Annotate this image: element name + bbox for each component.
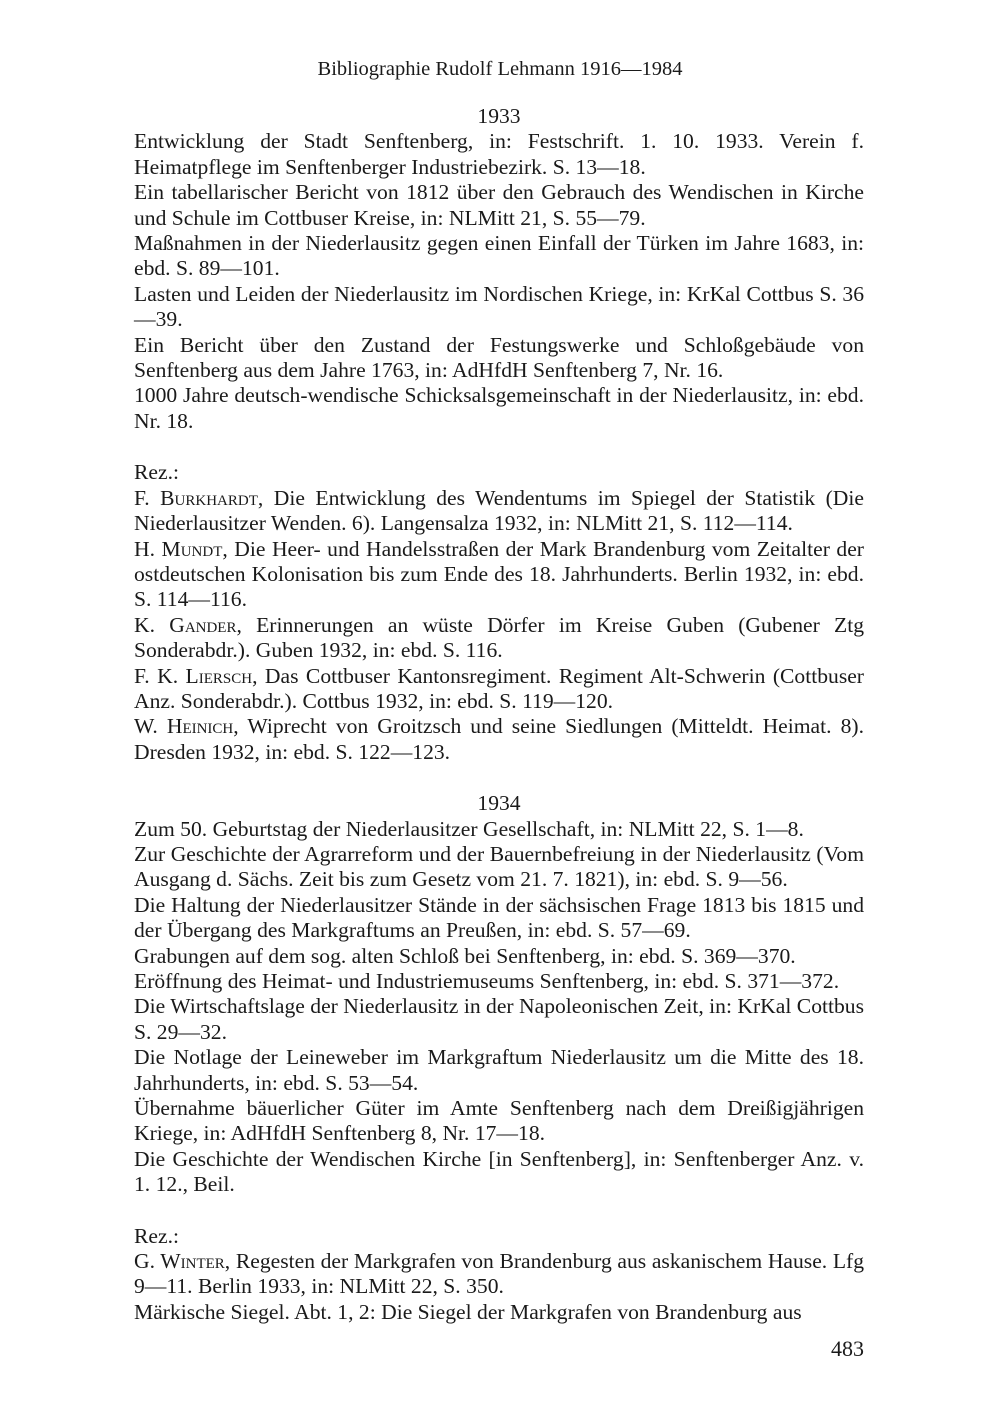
bibliography-entry: Eröffnung des Heimat- und Industriemuseums Senftenberg, in: ebd. S. 371—372. bbox=[134, 969, 840, 993]
review-text: Märkische Siegel. Abt. 1, 2: Die Siegel der Markgrafen von Brandenburg aus bbox=[134, 1299, 802, 1324]
bibliography-entry: Zum 50. Geburtstag der Niederlausitzer Gesellschaft, in: NLMitt 22, S. 1—8. bbox=[134, 816, 804, 841]
review-entry bbox=[134, 714, 864, 765]
reviews-label: Rez.: bbox=[134, 460, 179, 485]
review-author: K. Gander bbox=[134, 612, 237, 637]
running-header: Bibliographie Rudolf Lehmann 1916—1984 bbox=[317, 58, 683, 80]
review-entry bbox=[134, 486, 864, 537]
review-entry bbox=[134, 1249, 864, 1300]
year-heading: 1934 bbox=[477, 791, 521, 816]
review-text: , Wiprecht von Groitzsch und seine Siedlungen (Mitteldt. Heimat. 8). Dresden 1932, in: ebd. S. 122—123. bbox=[134, 714, 864, 764]
bibliography-entry: Lasten und Leiden der Niederlausitz im Nordischen Kriege, in: KrKal Cottbus S. 36—39. bbox=[134, 281, 864, 332]
review-author: G. Winter bbox=[134, 1249, 225, 1274]
bibliography-entry: Maßnahmen in der Niederlausitz gegen einen Einfall der Türken im Jahre 1683, in: ebd. S. 89—101. bbox=[134, 231, 864, 281]
page-number: 483 bbox=[831, 1336, 864, 1361]
bibliography-entry: Ein Bericht über den Zustand der Festungswerke und Schloßgebäude von Senftenberg aus dem Jahre 1763, in: AdHfdH Senftenberg 7, Nr. 16. bbox=[134, 332, 864, 383]
review-text: , Regesten der Markgrafen von Brandenburg aus askanischem Hause. Lfg 9—11. Berlin 1933, in: NLMitt 22, S. 350. bbox=[134, 1249, 865, 1299]
review-entry bbox=[134, 664, 864, 715]
review-text: , Die Heer- und Handelsstraßen der Mark Brandenburg vom Zeitalter der ostdeutschen Kolonisation bis zum Ende des 18. Jahrhunderts. Berlin 1932, in: ebd. S. 114—116. bbox=[134, 536, 864, 612]
bibliography-entry: Die Wirtschaftslage der Niederlausitz in der Napoleonischen Zeit, in: KrKal Cottbus S. 29—32. bbox=[134, 994, 864, 1044]
bibliography-entry: Ein tabellarischer Bericht von 1812 über den Gebrauch des Wendischen in Kirche und Schule im Cottbuser Kreise, in: NLMitt 21, S. 55—79. bbox=[134, 180, 864, 230]
review-author: F. Burkhardt bbox=[134, 485, 258, 510]
bibliography-entry: Die Notlage der Leineweber im Markgraftum Niederlausitz um die Mitte des 18. Jahrhunderts, in: ebd. S. 53—54. bbox=[134, 1045, 864, 1095]
reviews-label: Rez.: bbox=[134, 1223, 179, 1248]
review-author: H. Mundt bbox=[134, 536, 223, 561]
bibliography-entry: Die Haltung der Niederlausitzer Stände in der sächsischen Frage 1813 bis 1815 und der Übergang des Markgraftums an Preußen, in: ebd. S. 57—69. bbox=[134, 892, 864, 943]
year-heading: 1933 bbox=[477, 104, 521, 128]
bibliography-entry: Die Geschichte der Wendischen Kirche [in Senftenberg], in: Senftenberger Anz. v. 1. 12., Beil. bbox=[134, 1146, 864, 1197]
bibliography-entry: Grabungen auf dem sog. alten Schloß bei Senftenberg, in: ebd. S. 369—370. bbox=[134, 943, 796, 968]
review-text: , Das Cottbuser Kantonsregiment. Regiment Alt-Schwerin (Cottbuser Anz. Sonderabdr.). Cottbus 1932, in: ebd. S. 119—120. bbox=[134, 663, 864, 713]
review-entry bbox=[134, 537, 864, 613]
review-author: F. K. Liersch bbox=[134, 663, 253, 688]
bibliography-entry: Entwicklung der Stadt Senftenberg, in: Festschrift. 1. 10. 1933. Verein f. Heimatpflege im Senftenberger Industriebezirk. S. 13—18. bbox=[134, 129, 864, 179]
review-entry bbox=[134, 1300, 864, 1325]
review-author: W. Heinich bbox=[134, 714, 234, 739]
review-text: , Die Entwicklung des Wendentums im Spiegel der Statistik (Die Niederlausitzer Wenden. 6). Langensalza 1932, in: NLMitt 21, S. 112—114. bbox=[134, 485, 864, 536]
bibliography-entry: Zur Geschichte der Agrarreform und der Bauernbefreiung in der Niederlausitz (Vom Ausgang d. Sächs. Zeit bis zum Gesetz vom 21. 7. 1821), in: ebd. S. 9—56. bbox=[134, 841, 864, 892]
review-entry bbox=[134, 613, 864, 664]
bibliography-entry: 1000 Jahre deutsch-wendische Schicksalsgemeinschaft in der Niederlausitz, in: ebd. Nr. 18. bbox=[134, 383, 864, 433]
review-text: , Erinnerungen an wüste Dörfer im Kreise Guben (Gubener Ztg Sonderabdr.). Guben 1932, in: ebd. S. 116. bbox=[134, 612, 864, 663]
bibliography-entry: Übernahme bäuerlicher Güter im Amte Senftenberg nach dem Dreißigjährigen Kriege, in: AdHfdH Senftenberg 8, Nr. 17—18. bbox=[134, 1096, 864, 1146]
bibliography-body bbox=[134, 104, 864, 1325]
